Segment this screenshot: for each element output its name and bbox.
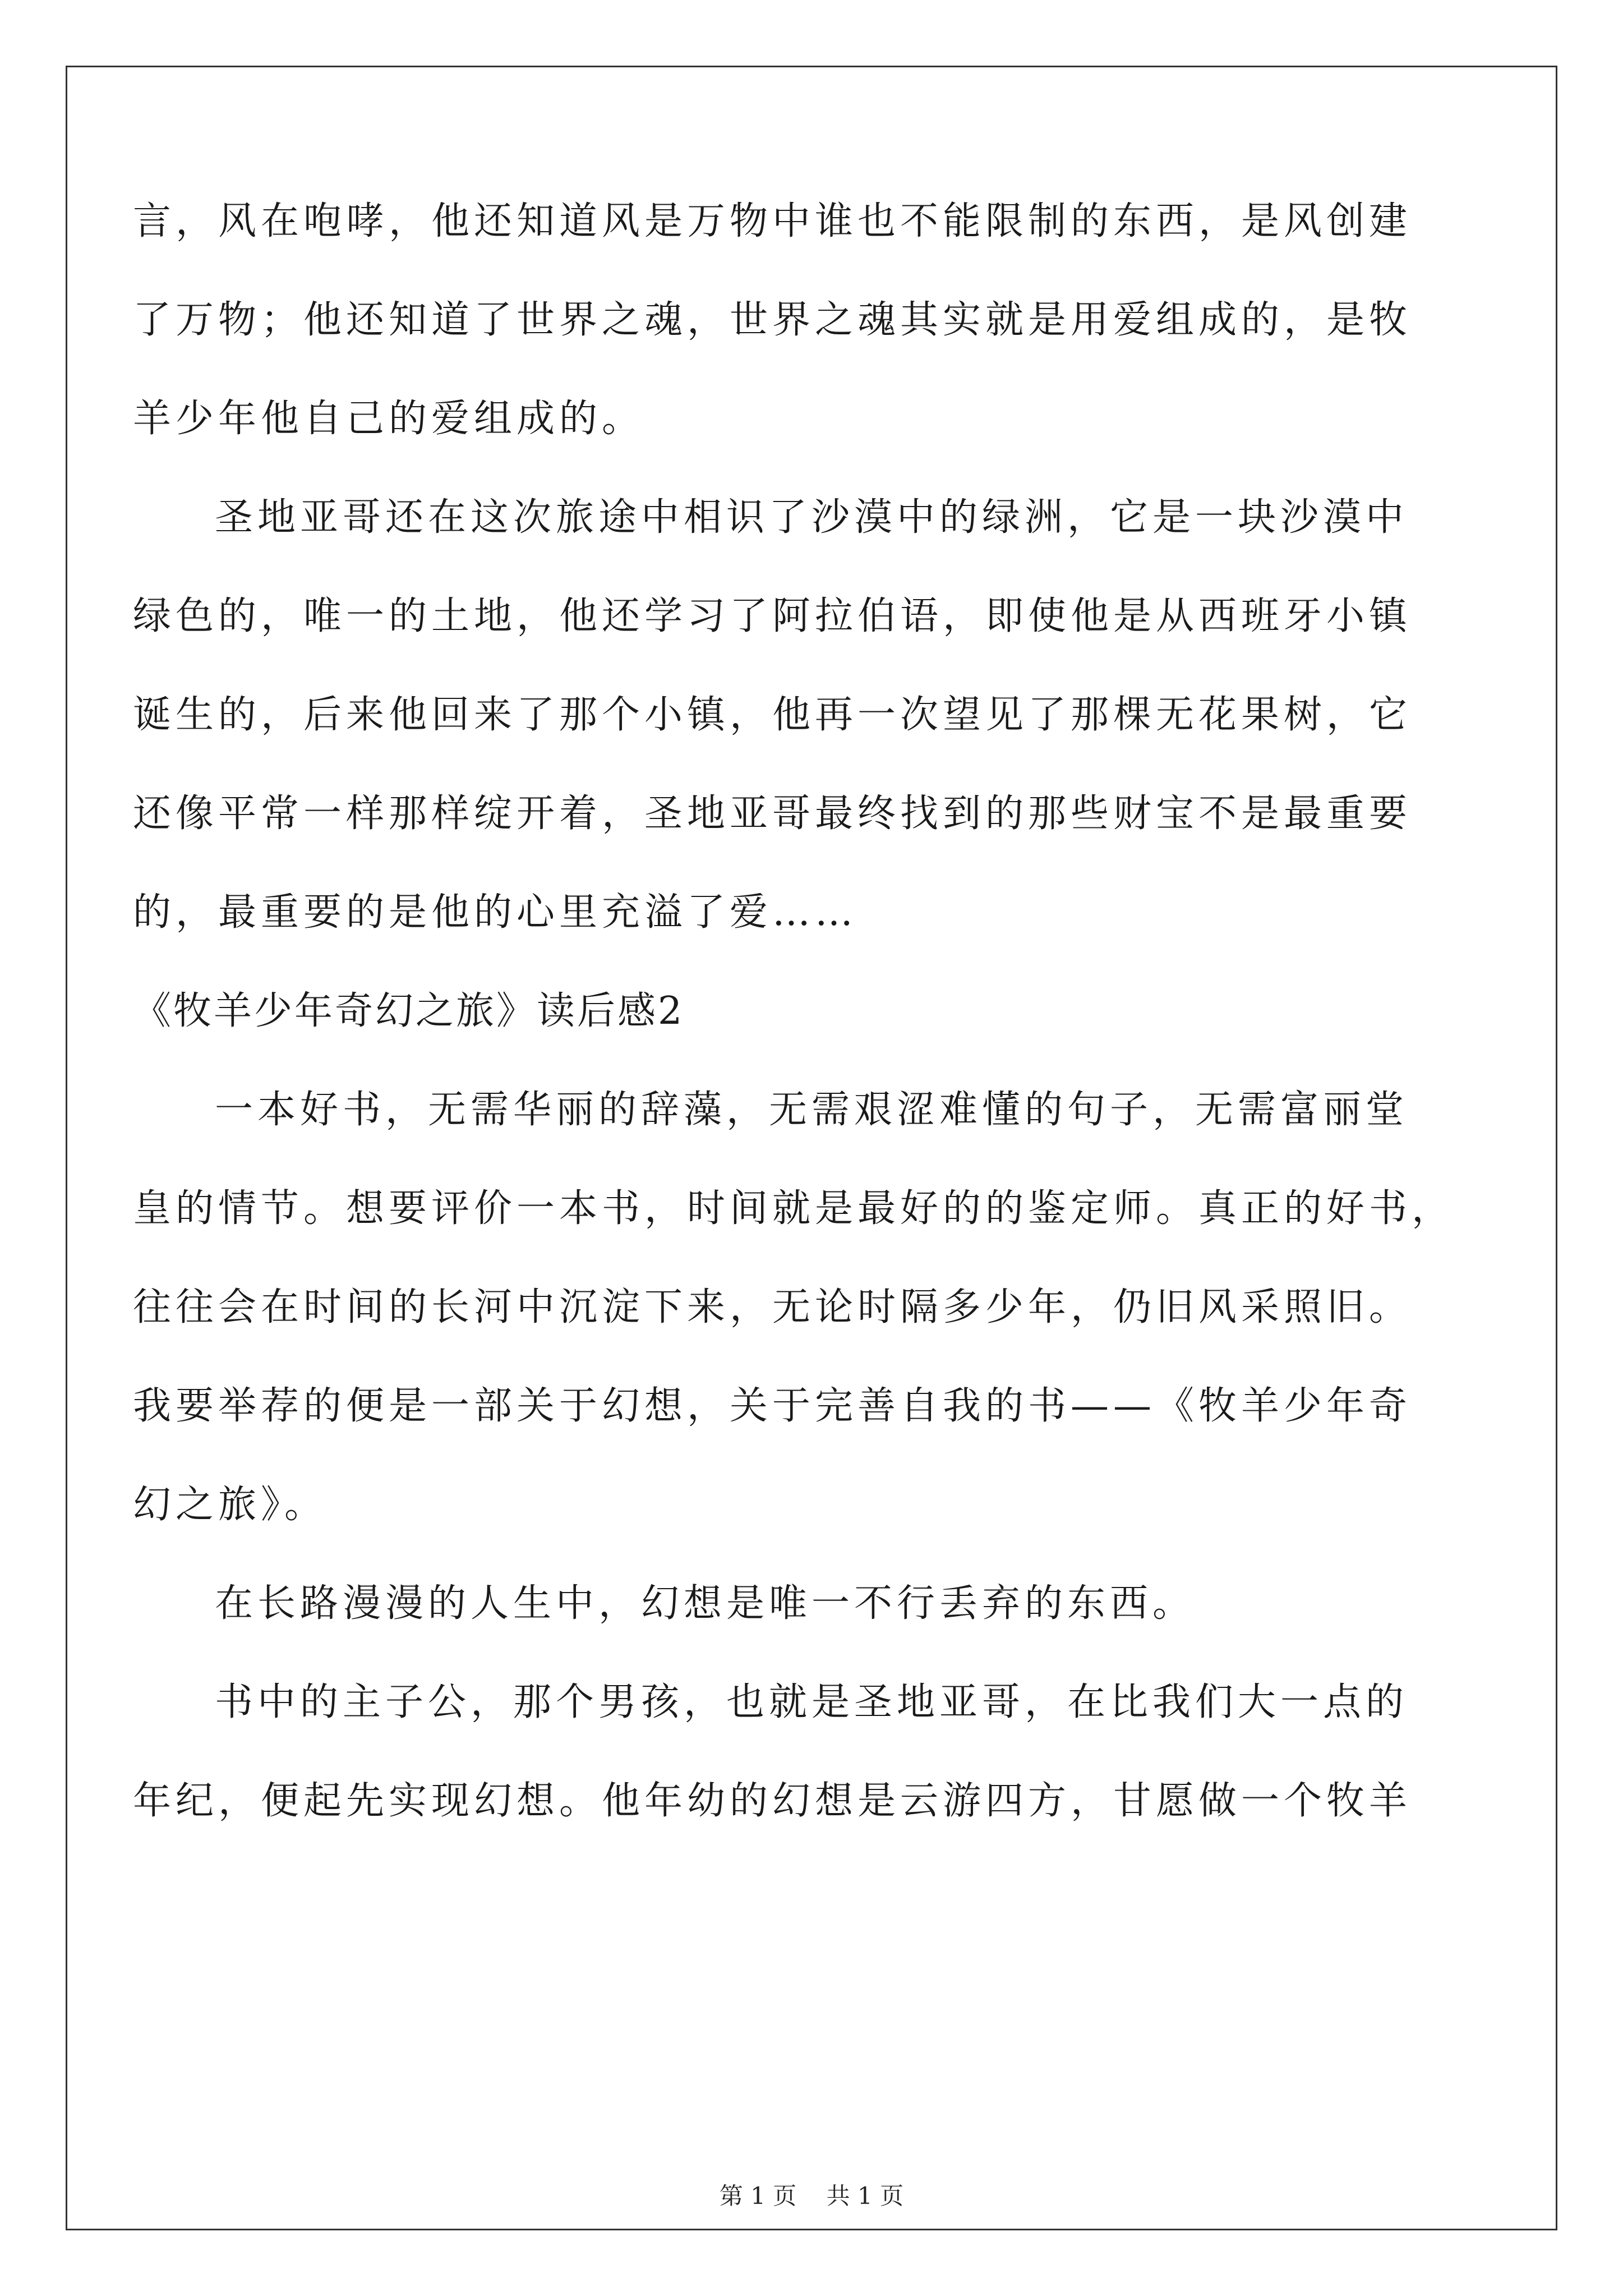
page-total: 共 1 页: [826, 2182, 904, 2210]
body-line: 诞生的，后来他回来了那个小镇，他再一次望见了那棵无花果树，它: [133, 693, 1412, 737]
section-heading: 《牧羊少年奇幻之旅》读后感2: [133, 989, 685, 1033]
page-footer: [0, 2179, 1623, 2213]
body-line: 圣地亚哥还在这次旅途中相识了沙漠中的绿洲，它是一块沙漠中: [215, 495, 1409, 540]
body-line: 的，最重要的是他的心里充溢了爱……: [133, 890, 858, 935]
body-line: 了万物；他还知道了世界之魂，世界之魂其实就是用爱组成的，是牧: [133, 298, 1412, 342]
body-line: 幻之旅》。: [133, 1483, 328, 1527]
body-line: 言，风在咆哮，他还知道风是万物中谁也不能限制的东西，是风创建: [133, 199, 1412, 243]
body-line: 在长路漫漫的人生中，幻想是唯一不行丢弃的东西。: [215, 1581, 1196, 1626]
body-line: 皇的情节。想要评价一本书，时间就是最好的的鉴定师。真正的好书，: [133, 1186, 1455, 1231]
page-number: 第 1 页: [719, 2182, 797, 2210]
body-line: 年纪，便起先实现幻想。他年幼的幻想是云游四方，甘愿做一个牧羊: [133, 1779, 1412, 1823]
body-line: 我要举荐的便是一部关于幻想，关于完善自我的书——《牧羊少年奇: [133, 1384, 1412, 1428]
body-line: 羊少年他自己的爱组成的。: [133, 397, 645, 441]
body-line: 书中的主子公，那个男孩，也就是圣地亚哥，在比我们大一点的: [215, 1680, 1409, 1724]
body-line: 往往会在时间的长河中沉淀下来，无论时隔多少年，仍旧风采照旧。: [133, 1285, 1412, 1329]
body-line: 绿色的，唯一的土地，他还学习了阿拉伯语，即使他是从西班牙小镇: [133, 594, 1412, 638]
body-line: 还像平常一样那样绽开着，圣地亚哥最终找到的那些财宝不是最重要: [133, 792, 1412, 836]
body-line: 一本好书，无需华丽的辞藻，无需艰涩难懂的句子，无需富丽堂: [215, 1088, 1409, 1132]
document-body: [133, 194, 1490, 1872]
